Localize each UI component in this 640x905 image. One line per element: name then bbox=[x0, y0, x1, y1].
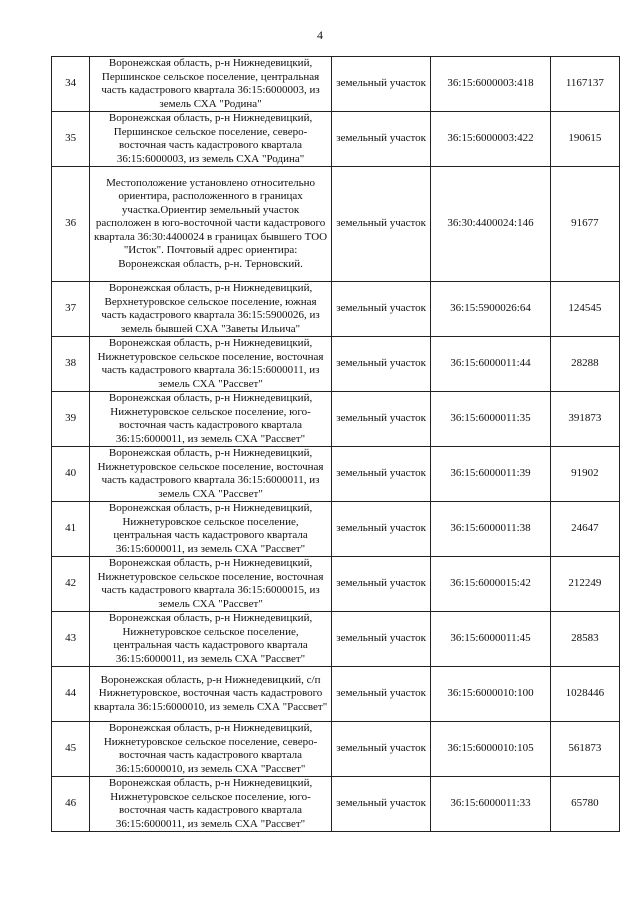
plot-type-cell: земельный участок bbox=[331, 667, 430, 722]
cadastral-number-cell: 36:15:6000010:100 bbox=[431, 667, 550, 722]
area-cell: 1028446 bbox=[550, 667, 619, 722]
cadastral-number-cell: 36:15:6000011:39 bbox=[431, 447, 550, 502]
table-row bbox=[52, 502, 620, 557]
table-row bbox=[52, 557, 620, 612]
row-number-cell: 36 bbox=[52, 167, 90, 282]
plot-type-cell: земельный участок bbox=[331, 557, 430, 612]
cadastral-number-cell: 36:15:6000010:105 bbox=[431, 722, 550, 777]
location-cell: Воронежская область, р-н Нижнедевицкий, Нижнетуровское сельское поселение, юго-восточная часть кадастрового квартала 36:15:6000011, из земель СХА "Рассвет" bbox=[90, 777, 332, 832]
location-cell: Воронежская область, р-н Нижнедевицкий, Нижнетуровское сельское поселение, центральная часть кадастрового квартала 36:15:6000011, из земель СХА "Рассвет" bbox=[90, 502, 332, 557]
area-cell: 28583 bbox=[550, 612, 619, 667]
plot-type-cell: земельный участок bbox=[331, 722, 430, 777]
land-plot-table bbox=[51, 56, 620, 832]
row-number-cell: 44 bbox=[52, 667, 90, 722]
table-row bbox=[52, 612, 620, 667]
location-cell: Местоположение установлено относительно ориентира, расположенного в границах участка.Ориентир земельный участок расположен в юго-восточной части кадастрового квартала 36:30:4400024 в границах бывшего ТОО "Исток". Почтовый адрес ориентира: Воронежская область, р-н. Терновский. bbox=[90, 167, 332, 282]
area-cell: 212249 bbox=[550, 557, 619, 612]
location-cell: Воронежская область, р-н Нижнедевицкий, Першинское сельское поселение, северо-восточная часть кадастрового квартала 36:15:6000003, из земель СХА "Родина" bbox=[90, 112, 332, 167]
cadastral-number-cell: 36:15:5900026:64 bbox=[431, 282, 550, 337]
row-number-cell: 45 bbox=[52, 722, 90, 777]
area-cell: 65780 bbox=[550, 777, 619, 832]
row-number-cell: 42 bbox=[52, 557, 90, 612]
location-cell: Воронежская область, р-н Нижнедевицкий, Нижнетуровское сельское поселение, восточная часть кадастрового квартала 36:15:6000015, из земель СХА "Рассвет" bbox=[90, 557, 332, 612]
row-number-cell: 40 bbox=[52, 447, 90, 502]
area-cell: 391873 bbox=[550, 392, 619, 447]
row-number-cell: 34 bbox=[52, 57, 90, 112]
cadastral-number-cell: 36:15:6000011:45 bbox=[431, 612, 550, 667]
plot-type-cell: земельный участок bbox=[331, 282, 430, 337]
table-row bbox=[52, 392, 620, 447]
location-cell: Воронежская область, р-н Нижнедевицкий, Першинское сельское поселение, центральная часть кадастрового квартала 36:15:6000003, из земель СХА "Родина" bbox=[90, 57, 332, 112]
area-cell: 124545 bbox=[550, 282, 619, 337]
location-cell: Воронежская область, р-н Нижнедевицкий, Нижнетуровское сельское поселение, центральная часть кадастрового квартала 36:15:6000011, из земель СХА "Рассвет" bbox=[90, 612, 332, 667]
cadastral-number-cell: 36:15:6000015:42 bbox=[431, 557, 550, 612]
row-number-cell: 37 bbox=[52, 282, 90, 337]
row-number-cell: 41 bbox=[52, 502, 90, 557]
cadastral-number-cell: 36:15:6000003:422 bbox=[431, 112, 550, 167]
plot-type-cell: земельный участок bbox=[331, 612, 430, 667]
table-row bbox=[52, 167, 620, 282]
area-cell: 1167137 bbox=[550, 57, 619, 112]
area-cell: 561873 bbox=[550, 722, 619, 777]
table-row bbox=[52, 447, 620, 502]
area-cell: 91677 bbox=[550, 167, 619, 282]
table-row bbox=[52, 282, 620, 337]
land-plot-table-body bbox=[52, 57, 620, 832]
cadastral-number-cell: 36:15:6000011:38 bbox=[431, 502, 550, 557]
plot-type-cell: земельный участок bbox=[331, 112, 430, 167]
location-cell: Воронежская область, р-н Нижнедевицкий, Нижнетуровское сельское поселение, восточная часть кадастрового квартала 36:15:6000011, из земель СХА "Рассвет" bbox=[90, 337, 332, 392]
location-cell: Воронежская область, р-н Нижнедевицкий, Нижнетуровское сельское поселение, восточная часть кадастрового квартала 36:15:6000011, из земель СХА "Рассвет" bbox=[90, 447, 332, 502]
cadastral-number-cell: 36:15:6000011:33 bbox=[431, 777, 550, 832]
area-cell: 28288 bbox=[550, 337, 619, 392]
table-row bbox=[52, 777, 620, 832]
cadastral-number-cell: 36:15:6000011:44 bbox=[431, 337, 550, 392]
cadastral-number-cell: 36:30:4400024:146 bbox=[431, 167, 550, 282]
plot-type-cell: земельный участок bbox=[331, 337, 430, 392]
area-cell: 91902 bbox=[550, 447, 619, 502]
plot-type-cell: земельный участок bbox=[331, 167, 430, 282]
cadastral-number-cell: 36:15:6000011:35 bbox=[431, 392, 550, 447]
location-cell: Воронежская область, р-н Нижнедевицкий, Нижнетуровское сельское поселение, северо-восточная часть кадастрового квартала 36:15:6000010, из земель СХА "Рассвет" bbox=[90, 722, 332, 777]
plot-type-cell: земельный участок bbox=[331, 57, 430, 112]
table-row bbox=[52, 667, 620, 722]
table-row bbox=[52, 112, 620, 167]
table-row bbox=[52, 337, 620, 392]
area-cell: 190615 bbox=[550, 112, 619, 167]
row-number-cell: 38 bbox=[52, 337, 90, 392]
location-cell: Воронежская область, р-н Нижнедевицкий, Нижнетуровское сельское поселение, юго-восточная часть кадастрового квартала 36:15:6000011, из земель СХА "Рассвет" bbox=[90, 392, 332, 447]
row-number-cell: 39 bbox=[52, 392, 90, 447]
area-cell: 24647 bbox=[550, 502, 619, 557]
row-number-cell: 35 bbox=[52, 112, 90, 167]
table-row bbox=[52, 57, 620, 112]
row-number-cell: 46 bbox=[52, 777, 90, 832]
cadastral-number-cell: 36:15:6000003:418 bbox=[431, 57, 550, 112]
plot-type-cell: земельный участок bbox=[331, 392, 430, 447]
plot-type-cell: земельный участок bbox=[331, 447, 430, 502]
plot-type-cell: земельный участок bbox=[331, 777, 430, 832]
table-row bbox=[52, 722, 620, 777]
location-cell: Воронежская область, р-н Нижнедевицкий, Верхнетуровское сельское поселение, южная часть кадастрового квартала 36:15:5900026, из земель бывшей СХА "Заветы Ильича" bbox=[90, 282, 332, 337]
location-cell: Воронежская область, р-н Нижнедевицкий, с/п Нижнетуровское, восточная часть кадастрового квартала 36:15:6000010, из земель СХА "Рассвет" bbox=[90, 667, 332, 722]
plot-type-cell: земельный участок bbox=[331, 502, 430, 557]
page-number: 4 bbox=[317, 28, 323, 42]
row-number-cell: 43 bbox=[52, 612, 90, 667]
